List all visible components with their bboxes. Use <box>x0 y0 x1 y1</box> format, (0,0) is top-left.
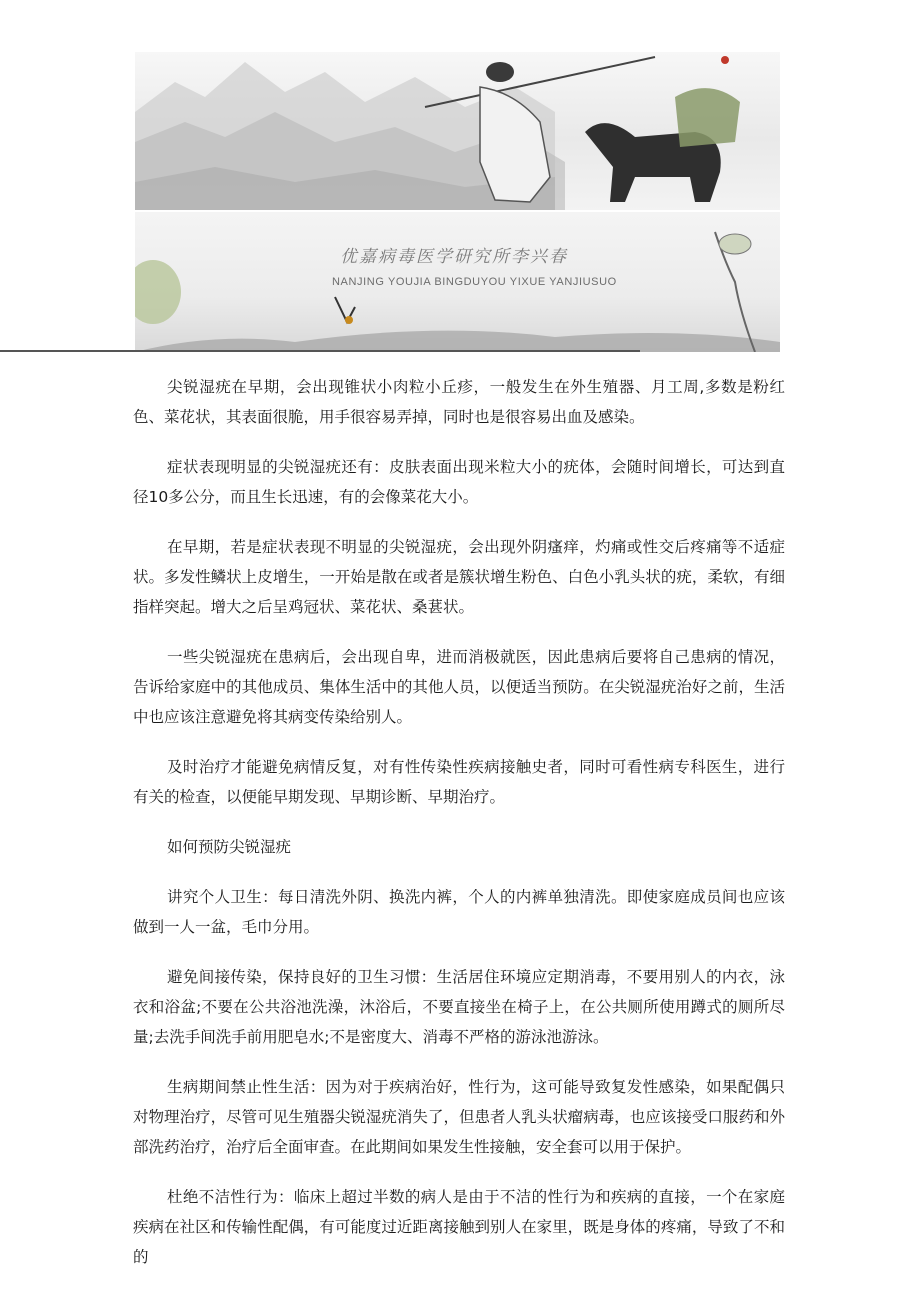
header-banner-image <box>135 52 780 352</box>
paragraph-personal-hygiene: 讲究个人卫生：每日清洗外阴、换洗内裤，个人的内裤单独清洗。即使家庭成员间也应该做到一人一盆，毛巾分用。 <box>133 888 785 936</box>
paragraph-family-notice: 一些尖锐湿疣在患病后，会出现自卑，进而消极就医，因此患病后要将自己患病的情况，告诉给家庭中的其他成员、集体生活中的其他人员，以便适当预防。在尖锐湿疣治好之前，生活中也应该注意避免将其病变传染给别人。 <box>133 648 785 726</box>
landscape-illustration <box>135 52 780 210</box>
banner-divider <box>0 350 640 352</box>
institute-name-title: 优嘉病毒医学研究所李兴春 <box>340 247 568 267</box>
paragraph-timely-treatment: 及时治疗才能避免病情反复，对有性传染性疾病接触史者，同时可看性病专科医生，进行有关的检查，以便能早期发现、早期诊断、早期治疗。 <box>133 758 785 806</box>
section-heading-prevention: 如何预防尖锐湿疣 <box>167 838 292 856</box>
institute-pinyin-subtitle: NANJING YOUJIA BINGDUYOU YIXUE YANJIUSUO <box>332 276 617 288</box>
paragraph-unclean-sex: 杜绝不洁性行为：临床上超过半数的病人是由于不洁的性行为和疾病的直接，一个在家庭疾病在社区和传输性配偶，有可能度过近距离接触到别人在家里，既是身体的疼痛，导致了不和的 <box>133 1188 785 1266</box>
paragraph-indirect-infection: 避免间接传染，保持良好的卫生习惯：生活居住环境应定期消毒，不要用别人的内衣，泳衣和浴盆;不要在公共浴池洗澡，沐浴后，不要直接坐在椅子上，在公共厕所使用蹲式的厕所尽量;去洗手间洗手前用肥皂水;不是密度大、消毒不严格的游泳池游泳。 <box>133 968 785 1046</box>
article-body <box>133 372 785 1292</box>
paragraph-mild-symptoms: 在早期，若是症状表现不明显的尖锐湿疣，会出现外阴瘙痒，灼痛或性交后疼痛等不适症状。多发性鳞状上皮增生，一开始是散在或者是簇状增生粉色、白色小乳头状的疣，柔软，有细指样突起。增大之后呈鸡冠状、菜花状、桑葚状。 <box>133 538 785 616</box>
banner-painting-top <box>135 52 780 210</box>
paragraph-early-symptoms: 尖锐湿疣在早期，会出现锥状小肉粒小丘疹，一般发生在外生殖器、月工周,多数是粉红色、菜花状，其表面很脆，用手很容易弄掉，同时也是很容易出血及感染。 <box>133 378 785 426</box>
paragraph-obvious-symptoms: 症状表现明显的尖锐湿疣还有：皮肤表面出现米粒大小的疣体，会随时间增长，可达到直径10多公分，而且生长迅速，有的会像菜花大小。 <box>133 458 785 506</box>
paragraph-abstinence: 生病期间禁止性生活：因为对于疾病治好，性行为，这可能导致复发性感染，如果配偶只对物理治疗，尽管可见生殖器尖锐湿疣消失了，但患者人乳头状瘤病毒，也应该接受口服药和外部洗药治疗，治疗后全面审查。在此期间如果发生性接触，安全套可以用于保护。 <box>133 1078 785 1156</box>
